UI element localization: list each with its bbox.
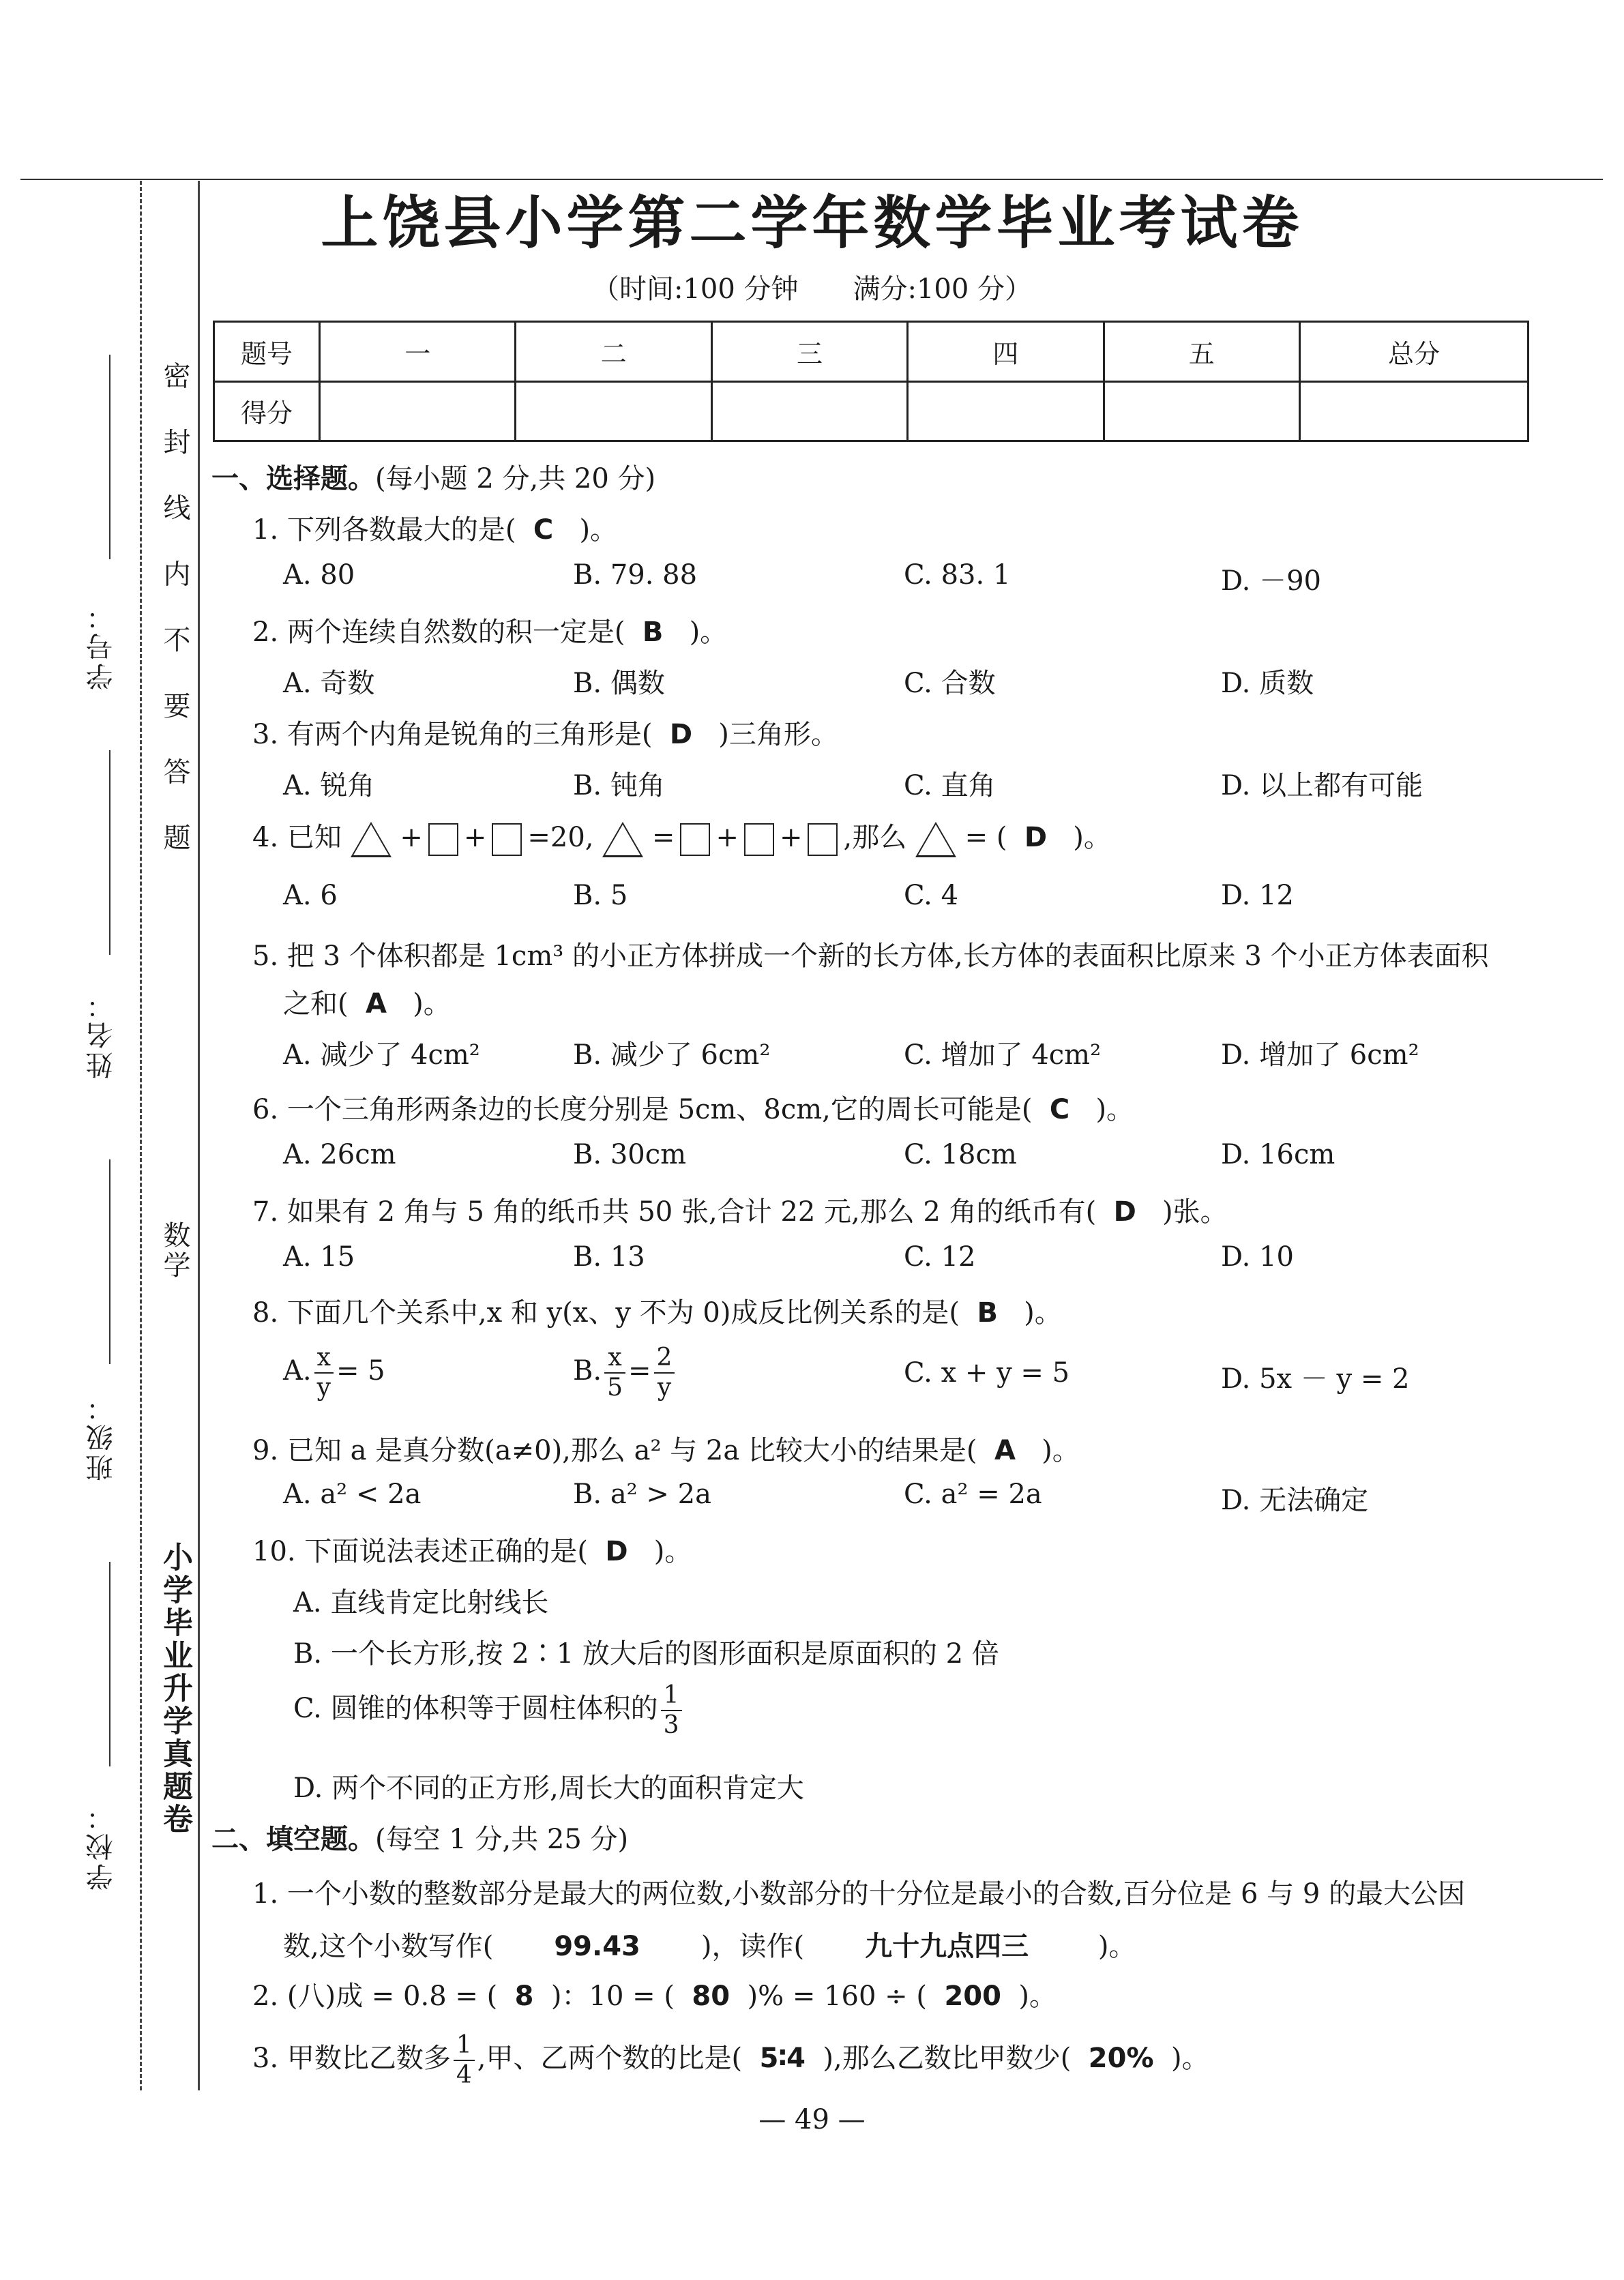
label-class: 班级： (86, 1391, 117, 1481)
option: A. 26cm (283, 1139, 396, 1170)
option: A. 锐角 (283, 770, 375, 801)
question-text: 数,这个小数写作( (283, 1931, 494, 1962)
fill-question-2 (252, 1974, 1057, 2013)
class-line (109, 1159, 110, 1364)
section-1-title: 一、选择题。 (211, 462, 375, 494)
score-input-cell[interactable] (1104, 381, 1299, 441)
option: D. 无法确定 (1221, 1485, 1369, 1516)
option: D. 两个不同的正方形,周长大的面积肯定大 (293, 1773, 804, 1804)
option: B. 钝角 (573, 770, 665, 801)
question-text: )三角形。 (718, 719, 838, 750)
option-c (293, 1681, 685, 1740)
fill-question-1-line-2 (283, 1925, 1136, 1964)
option: C. 合数 (904, 668, 996, 699)
score-input-cell[interactable] (908, 381, 1104, 441)
answer: D (1113, 1196, 1136, 1228)
denominator: 4 (456, 2061, 472, 2089)
triangle-icon (351, 822, 392, 857)
answer: D (669, 719, 693, 750)
option: C. 12 (904, 1241, 976, 1273)
option: D. 12 (1221, 880, 1294, 911)
square-icon (428, 823, 458, 856)
question-text: )。 (1170, 2043, 1209, 2074)
answer: D (605, 1536, 628, 1567)
binding-solid-line (198, 181, 200, 2090)
fraction (314, 1344, 334, 1402)
option: A. a² < 2a (283, 1479, 422, 1510)
question-text: 之和( (283, 988, 349, 1020)
numerator: 1 (454, 2031, 475, 2061)
table-cell: 总分 (1300, 322, 1529, 382)
answer: C (533, 514, 554, 546)
option: A. 减少了 4cm² (283, 1039, 480, 1071)
question-text: 2. ( (252, 1981, 298, 2012)
fraction (604, 1344, 625, 1402)
label-school: 学校： (86, 1801, 117, 1891)
answer: A (994, 1435, 1016, 1466)
question-text: )。 (579, 514, 618, 546)
option: A. 6 (283, 880, 338, 911)
table-cell: 一 (320, 322, 516, 382)
question-text: )，读作( (700, 1931, 805, 1962)
score-input-cell[interactable] (320, 381, 516, 441)
answer: C (1049, 1094, 1070, 1125)
option: B. 5 (573, 880, 628, 911)
question-text: ,那么 (843, 822, 907, 853)
numerator: x (314, 1344, 334, 1374)
option: B. 13 (573, 1241, 645, 1273)
denominator: y (657, 1374, 672, 1402)
question-text: 3. 有两个内角是锐角的三角形是( (252, 719, 653, 750)
section-1-heading (211, 457, 655, 496)
page-subtitle: （时间:100 分钟 满分:100 分） (591, 273, 1033, 305)
option: D. 16cm (1221, 1139, 1335, 1170)
question-9 (252, 1429, 1080, 1468)
option-label: B. (573, 1355, 602, 1387)
option: C. 18cm (904, 1139, 1017, 1170)
section-2-heading (211, 1818, 628, 1856)
score-input-cell[interactable] (711, 381, 907, 441)
question-text: 2. 两个连续自然数的积一定是( (252, 617, 625, 648)
answer: 80 (692, 1981, 730, 2012)
question-8 (252, 1291, 1062, 1330)
fraction (654, 1344, 675, 1402)
answer: 200 (944, 1981, 1001, 2012)
square-icon (680, 823, 710, 856)
option: D. 以上都有可能 (1221, 770, 1423, 801)
question-text: )。 (1073, 822, 1111, 853)
question-2 (252, 610, 727, 649)
option: D. 质数 (1221, 668, 1314, 699)
option: D. 增加了 6cm² (1221, 1039, 1419, 1071)
answer: 5∶4 (759, 2043, 806, 2074)
binding-subject: 数学 (159, 1221, 190, 1281)
label-student-id: 学号： (86, 600, 117, 690)
answer: 八 (297, 1981, 325, 2012)
question-text: =20, (527, 822, 594, 853)
score-table-score-row (214, 381, 1529, 441)
binding-notice: 密 封 线 内 不 要 答 题 (159, 361, 190, 866)
question-text: )。 (1095, 1094, 1134, 1125)
question-text: ,甲、乙两个数的比是( (477, 2043, 743, 2074)
question-text: ),那么乙数比甲数少( (823, 2043, 1072, 2074)
option: A. 直线肯定比射线长 (293, 1587, 549, 1618)
question-3 (252, 713, 838, 752)
question-text: )。 (653, 1536, 692, 1567)
page-number: — 49 — (758, 2104, 866, 2135)
question-text: 7. 如果有 2 角与 5 角的纸币共 50 张,合计 22 元,那么 2 角的纸币有( (252, 1196, 1097, 1228)
denominator: 3 (663, 1711, 679, 1739)
score-table-header-row (214, 322, 1529, 382)
question-text: )张。 (1162, 1196, 1228, 1228)
table-cell: 五 (1104, 322, 1299, 382)
option: B. 79. 88 (573, 559, 698, 591)
option: D. 10 (1221, 1241, 1294, 1273)
fraction (454, 2031, 475, 2090)
question-text: )。 (413, 988, 451, 1020)
question-5-line-2 (283, 982, 451, 1021)
answer: B (977, 1297, 998, 1329)
answer: 99.43 (554, 1931, 640, 1962)
option: C. 83. 1 (904, 559, 1011, 591)
answer: 8 (514, 1981, 534, 2012)
triangle-icon (915, 822, 956, 857)
binding-book: 小学毕业升学真题卷 (158, 1541, 192, 1836)
question-6 (252, 1088, 1134, 1127)
option-a (283, 1344, 385, 1402)
score-input-cell[interactable] (516, 381, 711, 441)
option: C. x + y = 5 (904, 1357, 1070, 1389)
table-cell: 四 (908, 322, 1104, 382)
score-input-cell[interactable] (1300, 381, 1529, 441)
section-1-note: (每小题 2 分,共 20 分) (375, 463, 656, 494)
question-text: )。 (1018, 1981, 1057, 2012)
square-icon (808, 823, 838, 856)
option: D. －90 (1221, 565, 1321, 597)
answer: A (366, 988, 387, 1020)
table-cell: 二 (516, 322, 711, 382)
denominator: y (316, 1374, 331, 1402)
square-icon (744, 823, 774, 856)
option: C. 增加了 4cm² (904, 1039, 1102, 1071)
question-text: )成 = 0.8 = ( (325, 1981, 498, 2012)
option: B. 减少了 6cm² (573, 1039, 771, 1071)
question-text: 3. 甲数比乙数多 (252, 2043, 451, 2074)
option: B. 30cm (573, 1139, 687, 1170)
question-text: )。 (1024, 1297, 1062, 1329)
score-table (213, 321, 1529, 442)
section-2-title: 二、填空题。 (211, 1823, 375, 1855)
question-4: 4. 已知 + + =20, = + + ,那么 = ( D )。 (252, 817, 1111, 858)
option: C. 直角 (904, 770, 996, 801)
section-2-note: (每空 1 分,共 25 分) (375, 1824, 629, 1855)
option-text: C. 圆锥的体积等于圆柱体积的 (293, 1693, 658, 1724)
triangle-icon (602, 822, 643, 857)
question-text: 9. 已知 a 是真分数(a≠0),那么 a² 与 2a 比较大小的结果是( (252, 1435, 977, 1466)
fill-question-3 (252, 2031, 1209, 2090)
table-cell: 三 (711, 322, 907, 382)
option: A. 80 (283, 559, 355, 591)
option-text: = 5 (336, 1355, 385, 1387)
option: B. 偶数 (573, 668, 665, 699)
student-id-line (109, 355, 110, 559)
question-text: )% = 160 ÷ ( (747, 1981, 927, 2012)
answer: 九十九点四三 (865, 1931, 1029, 1962)
table-cell: 得分 (214, 381, 320, 441)
label-name: 姓名： (86, 989, 117, 1079)
option: C. 4 (904, 880, 959, 911)
question-7 (252, 1190, 1228, 1229)
fill-question-1: 1. 一个小数的整数部分是最大的两位数,小数部分的十分位是最小的合数,百分位是 6 与 9 的最大公因 (252, 1878, 1466, 1910)
numerator: x (604, 1344, 625, 1374)
option-b (573, 1344, 677, 1402)
question-text: )。 (1042, 1435, 1080, 1466)
answer: B (642, 617, 664, 648)
question-text: )。 (689, 617, 728, 648)
option: C. a² = 2a (904, 1479, 1042, 1510)
question-text: )：10 = ( (550, 1981, 675, 2012)
question-text: )。 (1097, 1931, 1136, 1962)
page-title: 上饶县小学第二学年数学毕业考试卷 (321, 189, 1303, 256)
option-text: = (628, 1355, 651, 1387)
question-text: 6. 一个三角形两条边的长度分别是 5cm、8cm,它的周长可能是( (252, 1094, 1033, 1125)
question-text: 4. 已知 (252, 822, 342, 853)
option: D. 5x － y = 2 (1221, 1363, 1410, 1395)
denominator: 5 (607, 1374, 623, 1402)
question-text: 1. 下列各数最大的是( (252, 514, 516, 546)
table-cell: 题号 (214, 322, 320, 382)
option: B. 一个长方形,按 2∶1 放大后的图形面积是原面积的 2 倍 (293, 1638, 999, 1670)
name-line (109, 750, 110, 955)
numerator: 1 (661, 1681, 682, 1711)
option-label: A. (283, 1355, 312, 1387)
option: A. 奇数 (283, 668, 375, 699)
square-icon (492, 823, 522, 856)
fraction (661, 1681, 682, 1740)
answer: 20% (1088, 2043, 1154, 2074)
school-line (109, 1562, 110, 1766)
question-text: 8. 下面几个关系中,x 和 y(x、y 不为 0)成反比例关系的是( (252, 1297, 960, 1329)
question-text: 10. 下面说法表述正确的是( (252, 1536, 588, 1567)
numerator: 2 (654, 1344, 675, 1374)
answer: D (1024, 822, 1048, 853)
binding-dashed-line (140, 181, 142, 2090)
question-1 (252, 508, 617, 547)
question-10 (252, 1530, 692, 1569)
option: A. 15 (283, 1241, 355, 1273)
question-5: 5. 把 3 个体积都是 1cm³ 的小正方体拼成一个新的长方体,长方体的表面积比原来 3 个小正方体表面积 (252, 941, 1489, 972)
option: B. a² > 2a (573, 1479, 711, 1510)
